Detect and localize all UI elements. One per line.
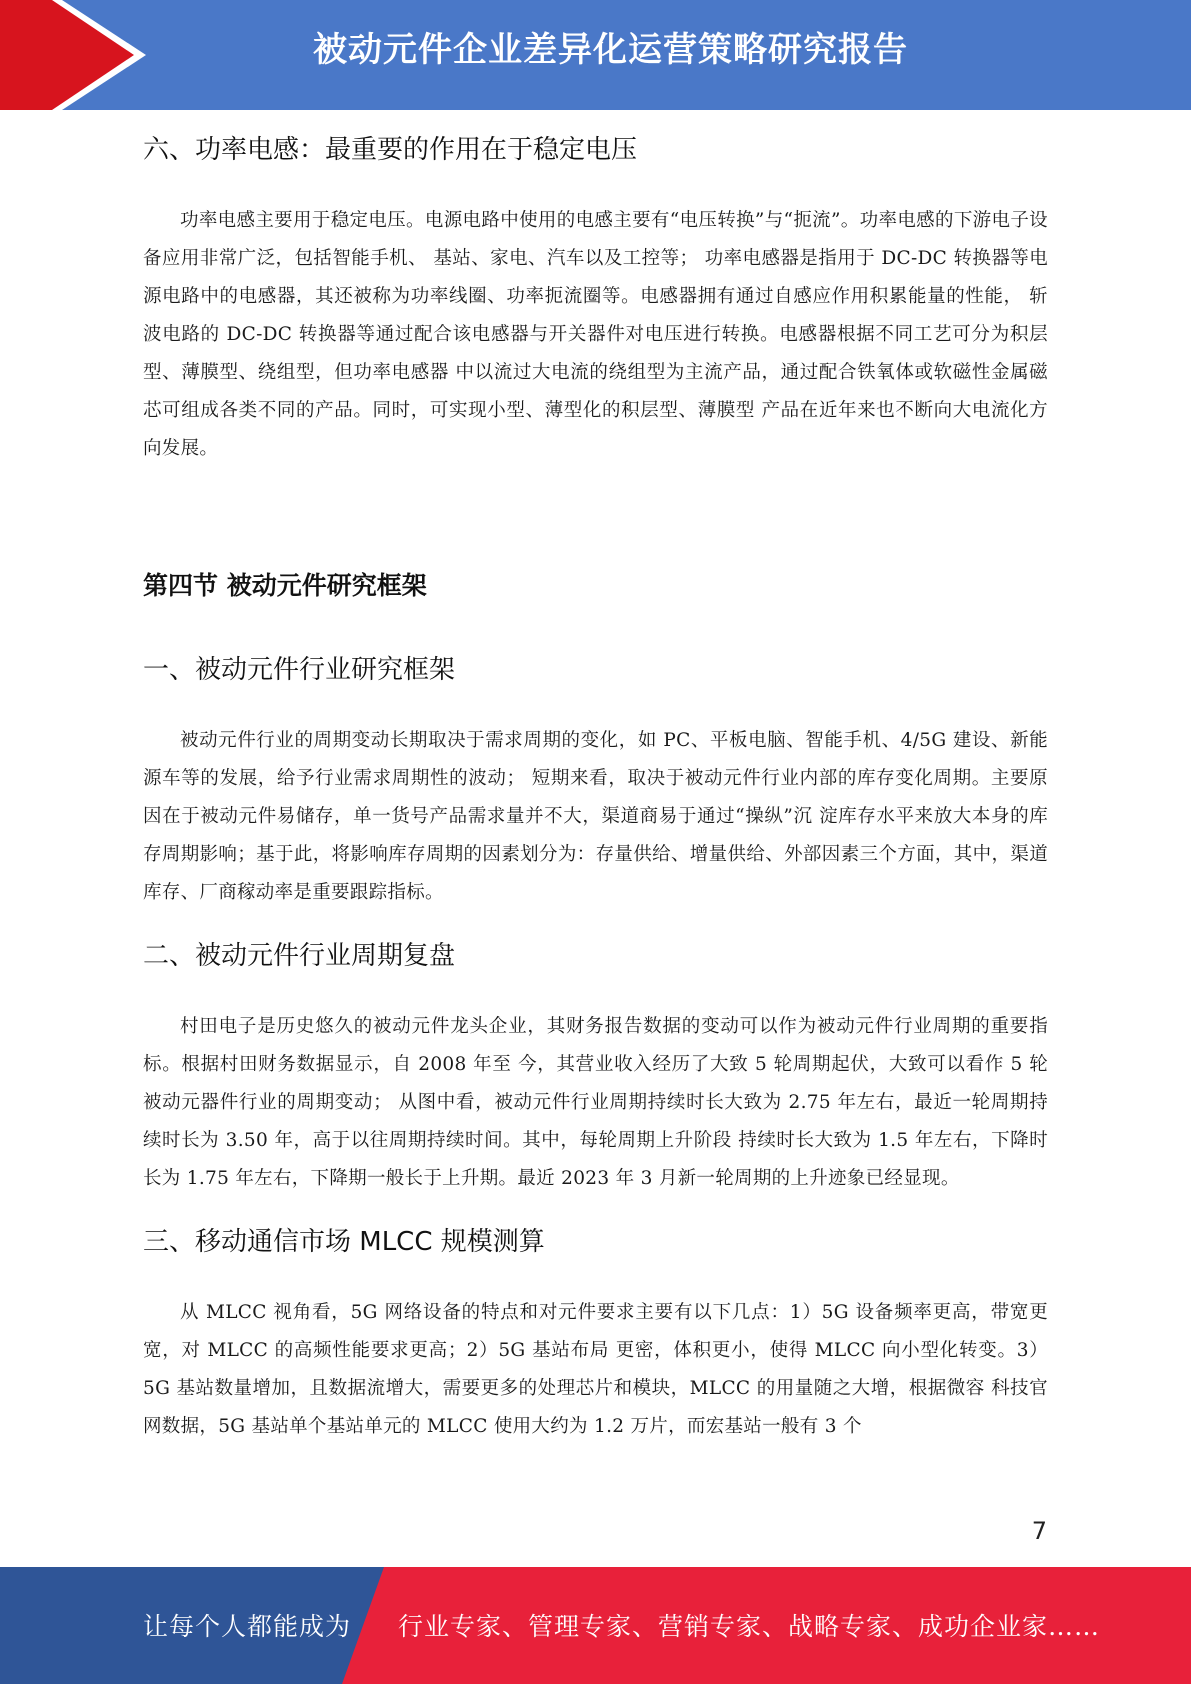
- section-heading-cycle-review: 二、被动元件行业周期复盘: [143, 941, 456, 971]
- section-heading-research-framework: 一、被动元件行业研究框架: [143, 655, 456, 685]
- report-title: 被动元件企业差异化运营策略研究报告: [313, 30, 908, 70]
- section-heading-power-inductor: 六、功率电感：最重要的作用在于稳定电压: [143, 135, 638, 165]
- paragraph-cycle-review: 村田电子是历史悠久的被动元件龙头企业，其财务报告数据的变动可以作为被动元件行业周期的重要指标。根据村田财务数据显示，自 2008 年至 今，其营业收入经历了大致 5 轮周期起伏，大致可以看作 5 轮被动元器件行业的周期变动； 从图中看，被动元件行业周期持续时长大致为 2.75 年左右，最近一轮周期持续时长为 3.50 年，高于以往周期持续时间。其中，每轮周期上升阶段 持续时长大致为 1.5 年左右，下降时长为 1.75 年左右，下降期一般长于上升期。最近 2023 年 3 月新一轮周期的上升迹象已经显现。: [143, 1016, 1048, 1189]
- page-footer: [0, 1567, 1191, 1684]
- section-heading-mlcc-market: 三、移动通信市场 MLCC 规模测算: [143, 1227, 545, 1257]
- page-header: [0, 0, 1191, 110]
- paragraph-power-inductor: 功率电感主要用于稳定电压。电源电路中使用的电感主要有“电压转换”与“扼流”。功率电感的下游电子设备应用非常广泛，包括智能手机、 基站、家电、汽车以及工控等； 功率电感器是指用于 DC-DC 转换器等电源电路中的电感器，其还被称为功率线圈、功率扼流圈等。电感器拥有通过自感应作用积累能量的性能， 斩波电路的 DC-DC 转换器等通过配合该电感器与开关器件对电压进行转换。电感器根据不同工艺可分为积层型、薄膜型、绕组型，但功率电感器 中以流过大电流的绕组型为主流产品，通过配合铁氧体或软磁性金属磁芯可组成各类不同的产品。同时，可实现小型、薄型化的积层型、薄膜型 产品在近年来也不断向大电流化方向发展。: [143, 210, 1048, 459]
- page-body: [143, 128, 1048, 1446]
- chapter-heading: 第四节 被动元件研究框架: [143, 571, 427, 600]
- paragraph-mlcc-market: 从 MLCC 视角看，5G 网络设备的特点和对元件要求主要有以下几点：1）5G 设备频率更高，带宽更宽，对 MLCC 的高频性能要求更高；2）5G 基站布局 更密，体积更小，使得 MLCC 向小型化转变。3）5G 基站数量增加，且数据流增大，需要更多的处理芯片和模块，MLCC 的用量随之大增，根据微容 科技官网数据，5G 基站单个基站单元的 MLCC 使用大约为 1.2 万片，而宏基站一般有 3 个: [143, 1302, 1048, 1437]
- footer-slogan-right: 行业专家、管理专家、营销专家、战略专家、成功企业家……: [398, 1612, 1101, 1641]
- footer-slogan-left: 让每个人都能成为: [143, 1612, 352, 1641]
- page-number: 7: [1031, 1517, 1047, 1545]
- paragraph-research-framework: 被动元件行业的周期变动长期取决于需求周期的变化，如 PC、平板电脑、智能手机、4/5G 建设、新能源车等的发展，给予行业需求周期性的波动； 短期来看，取决于被动元件行业内部的库存变化周期。主要原因在于被动元件易储存，单一货号产品需求量并不大，渠道商易于通过“操纵”沉 淀库存水平来放大本身的库存周期影响；基于此，将影响库存周期的因素划分为：存量供给、增量供给、外部因素三个方面，其中，渠道库存、厂商稼动率是重要跟踪指标。: [143, 730, 1048, 903]
